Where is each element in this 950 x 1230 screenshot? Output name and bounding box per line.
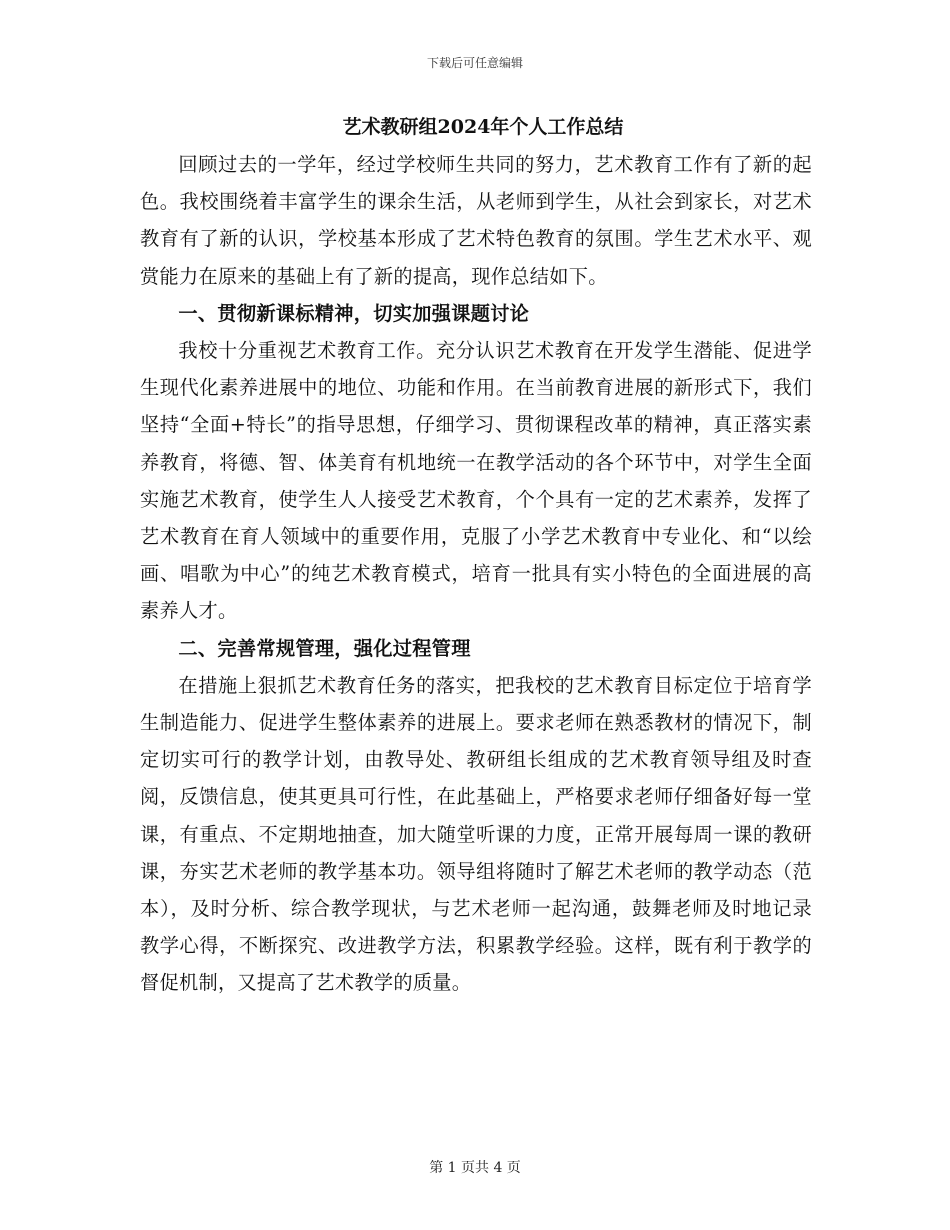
page-indicator: 第 1 页共 4 页 bbox=[429, 1160, 521, 1176]
section-heading-1: 一、贯彻新课标精神，切实加强课题讨论 bbox=[178, 301, 530, 325]
document-title: 艺术教研组2024年个人工作总结 bbox=[342, 116, 624, 138]
section-heading-2: 二、完善常规管理，强化过程管理 bbox=[178, 636, 471, 660]
section-body-2: 在措施上狠抓艺术教育任务的落实，把我校的艺术教育目标定位于培育学生制造能力、促进学生整体素养的进展上。要求老师在熟悉教材的情况下，制定切实可行的教学计划，由教导处、教研组长组成的艺术教育领导组及时查阅，反馈信息，使其更具可行性，在此基础上，严格要求老师仔细备好每一堂课，有重点、不定期地抽查，加大随堂听课的力度，正常开展每周一课的教研课，夯实艺术老师的教学基本功。领导组将随时了解艺术老师的教学动态（范本），及时分析、综合教学现状，与艺术老师一起沟通，鼓舞老师及时地记录教学心得，不断探究、改进教学方法，积累教学经验。这样，既有利于教学的督促机制，又提高了艺术教学的质量。 bbox=[140, 673, 812, 995]
header-note: 下载后可任意编辑 bbox=[426, 56, 523, 70]
intro-paragraph: 回顾过去的一学年，经过学校师生共同的努力，艺术教育工作有了新的起色。我校围绕着丰富学生的课余生活，从老师到学生，从社会到家长，对艺术教育有了新的认识，学校基本形成了艺术特色教育的氛围。学生艺术水平、观赏能力在原来的基础上有了新的提高，现作总结如下。 bbox=[140, 153, 812, 288]
section-body-1: 我校十分重视艺术教育工作。充分认识艺术教育在开发学生潜能、促进学生现代化素养进展中的地位、功能和作用。在当前教育进展的新形式下，我们坚持“全面+特长”的指导思想，仔细学习、贯彻课程改革的精神，真正落实素养教育，将德、智、体美育有机地统一在教学活动的各个环节中，对学生全面实施艺术教育，使学生人人接受艺术教育，个个具有一定的艺术素养，发挥了艺术教育在育人领域中的重要作用，克服了小学艺术教育中专业化、和“以绘画、唱歌为中心”的纯艺术教育模式，培育一批具有实小特色的全面进展的高素养人才。 bbox=[140, 339, 812, 623]
document-body bbox=[140, 108, 812, 1002]
